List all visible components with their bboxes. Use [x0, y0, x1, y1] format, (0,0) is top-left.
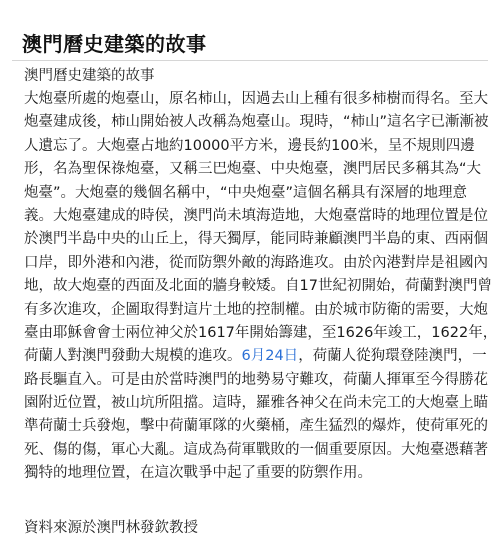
body-line: 準荷蘭士兵發炮，擊中荷蘭軍隊的火藥桶，產生猛烈的爆炸，使荷軍死的: [24, 418, 488, 435]
body-line: 死、傷的傷，軍心大亂。這成為荷軍戰敗的一個重要原因。大炮臺憑藉著: [24, 441, 488, 458]
line-text-before-link: 荷蘭人對澳門發動大規模的進攻。: [24, 348, 242, 365]
article-subtitle: 澳門曆史建築的故事: [24, 68, 155, 84]
article-body: [24, 88, 498, 486]
body-line: 口岸，即外港和內港，從而防禦外敵的海路進攻。由於內港對岸是祖國內: [24, 254, 488, 271]
body-line: 於澳門半島中央的山丘上，得天獨厚，能同時兼顧澳門半島的東、西兩個: [24, 231, 488, 248]
body-line-with-date-link: [24, 345, 487, 368]
body-line: 義。大炮臺建成的時侯，澳門尚未填海造地，大炮臺當時的地理位置是位: [24, 207, 488, 224]
body-line: 形，名為聖保祿炮臺，又稱三巴炮臺、中央炮臺，澳門居民多稱其為“大: [24, 161, 482, 178]
body-line: 人遺忘了。大炮臺占地約10000平方米，邊長約100米，呈不規則四邊: [24, 137, 475, 154]
source-credit: 資料來源於澳門林發欽教授: [24, 520, 198, 536]
body-line: 獨特的地理位置，在這次戰爭中起了重要的防禦作用。: [24, 465, 372, 482]
body-line: 臺由耶穌會會士兩位神父於1617年開始籌建，至1626年竣工，1622年，: [24, 324, 498, 341]
body-line: 園附近位置，被山坑所阻擋。這時，羅雅各神父在尚未完工的大炮臺上瞄: [24, 395, 488, 412]
body-line: 炮臺”。大炮臺的幾個名稱中，“中央炮臺”這個名稱具有深層的地理意: [24, 184, 468, 201]
line-text-after-link: ，荷蘭人從狗環登陸澳門，一: [298, 348, 487, 365]
body-line: 大炮臺所處的炮臺山，原名柿山，因過去山上種有很多柿樹而得名。至大: [24, 91, 488, 107]
body-line: 路長驅直入。可是由於當時澳門的地勢易守難攻，荷蘭人揮軍至今得勝花: [24, 371, 488, 388]
title-divider: [12, 60, 488, 61]
body-line: 有多次進攻，企圖取得對這片土地的控制權。由於城市防衛的需要，大炮: [24, 301, 488, 318]
body-line: 地，故大炮臺的西面及北面的牆身較矮。自17世紀初開始，荷蘭對澳門曾: [24, 278, 492, 295]
body-line: 炮臺建成後，柿山開始被人改稱為炮臺山。現時，“柿山”這名字已漸漸被: [24, 114, 489, 131]
date-link[interactable]: 6月24日: [241, 348, 299, 365]
page-title: 澳門曆史建築的故事: [22, 32, 207, 56]
